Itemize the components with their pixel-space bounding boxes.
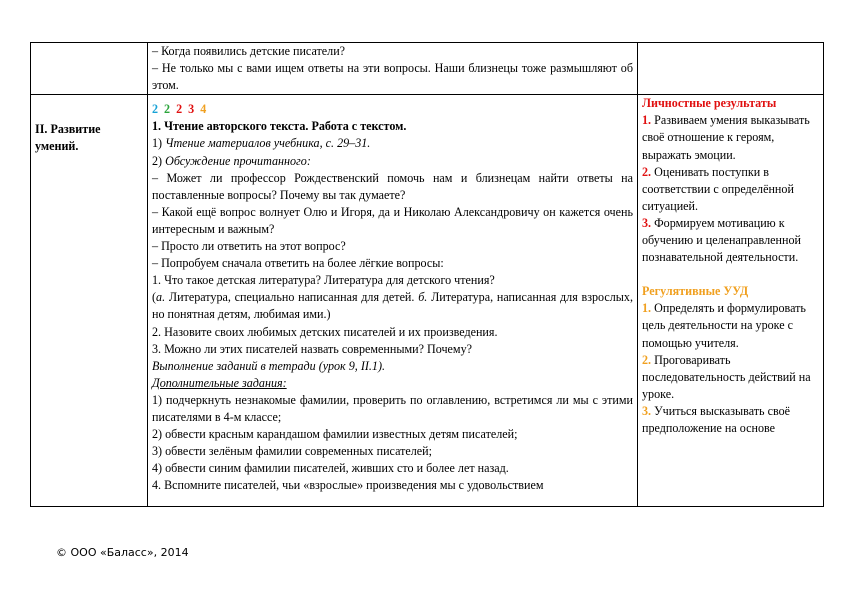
result-number: 2.: [642, 164, 652, 179]
result-text: Учиться высказывать своё предположение на основе: [642, 403, 790, 435]
result-number: 3.: [642, 215, 652, 230]
question-text: – Может ли профессор Рождественский помочь нам и близнецам найти ответы на поставленные вопросы? Почему вы так думаете?: [152, 170, 633, 202]
question-text: 2. Назовите своих любимых детских писателей и их произведения.: [152, 324, 498, 339]
level-marker: 2: [164, 102, 175, 117]
extra-task: 1) подчеркнуть незнакомые фамилии, проверить по оглавлению, встретимся ли мы с этими писателями в 4-м классе;: [152, 392, 633, 424]
list-item: [152, 153, 633, 170]
question-text: – Попробуем сначала ответить на более лёгкие вопросы:: [152, 256, 444, 271]
level-marker: 2: [176, 102, 187, 117]
table-row: [31, 95, 824, 507]
stage-cell-empty: [31, 43, 148, 95]
results-cell: [638, 95, 824, 507]
result-item: [642, 215, 819, 266]
result-number: 1.: [642, 113, 652, 128]
result-number: 3.: [642, 403, 652, 418]
results-cell-empty: [638, 43, 824, 95]
result-text: Развиваем умения выказывать своё отношение к героям, выражать эмоции.: [642, 113, 810, 162]
level-marker: 3: [188, 102, 199, 117]
answer-text-a: Литература, специально написанная для детей.: [168, 290, 415, 305]
question-text: 4. Вспомните писателей, чьи «взрослые» произведения мы с удовольствием: [152, 478, 544, 493]
extra-tasks-heading: Дополнительные задания:: [152, 375, 287, 390]
result-text: Оценивать поступки в соответствии с определённой ситуацией.: [642, 164, 794, 213]
stage-label: II. Развитие умений.: [35, 122, 101, 154]
answer-marker: а.: [156, 290, 166, 305]
dialogue-line: – Когда появились детские писатели?: [152, 44, 346, 58]
section-heading: 1. Чтение авторского текста. Работа с текстом.: [152, 119, 407, 134]
result-item: [642, 352, 819, 403]
extra-task: 3) обвести зелёным фамилии современных писателей;: [152, 444, 433, 459]
list-item-text: Обсуждение прочитанного:: [165, 153, 311, 168]
level-marker: 4: [200, 102, 211, 117]
extra-task: 2) обвести красным карандашом фамилии известных детям писателей;: [152, 427, 518, 442]
dialogue-line: – Не только мы с вами ищем ответы на эти вопросы. Наши близнецы тоже размышляют об этом.: [152, 61, 633, 93]
workbook-task: Выполнение заданий в тетради (урок 9, II.1).: [152, 358, 386, 373]
answer-text: (а. Литература, специально написанная для детей. б. Литература, написанная для взрослых, но понятная детям, любимая ими.): [152, 290, 633, 322]
result-text: Определять и формулировать цель деятельности на уроке с помощью учителя.: [642, 301, 806, 350]
copyright-footer: © ООО «Баласс», 2014: [56, 546, 189, 559]
answer-marker: б.: [418, 290, 428, 305]
personal-results-title: Личностные результаты: [642, 96, 777, 111]
level-marker: 2: [152, 102, 163, 117]
result-item: [642, 164, 819, 215]
question-text: 3. Можно ли этих писателей назвать современными? Почему?: [152, 341, 472, 356]
result-number: 1.: [642, 301, 652, 316]
table-row: [31, 43, 824, 95]
question-text: – Какой ещё вопрос волнует Олю и Игоря, да и Николаю Александровичу он кажется очень интересным и важным?: [152, 204, 633, 236]
extra-task: 4) обвести синим фамилии писателей, живших сто и более лет назад.: [152, 461, 509, 476]
result-text: Проговаривать последовательность действий на уроке.: [642, 352, 811, 401]
result-item: [642, 300, 819, 351]
result-item: [642, 112, 819, 163]
content-cell: [148, 95, 638, 507]
list-item-number: 2): [152, 153, 163, 168]
stage-cell: [31, 95, 148, 507]
list-item-text: Чтение материалов учебника, с. 29–31.: [165, 136, 371, 151]
list-item: [152, 135, 633, 152]
regulatory-title: Регулятивные УУД: [642, 284, 749, 299]
result-number: 2.: [642, 352, 652, 367]
answer-text-b: Литература, написанная для взрослых, но понятная детям, любимая ими.): [152, 290, 633, 322]
lesson-plan-table: [30, 42, 824, 507]
question-text: – Просто ли ответить на этот вопрос?: [152, 239, 346, 254]
dialogue-cell: [148, 43, 638, 95]
question-text: 1. Что такое детская литература? Литература для детского чтения?: [152, 273, 495, 288]
result-text: Формируем мотивацию к обучению и целенаправленной познавательной деятельности.: [642, 215, 801, 265]
difficulty-levels: [152, 101, 633, 118]
result-item: [642, 403, 819, 437]
list-item-number: 1): [152, 136, 163, 151]
